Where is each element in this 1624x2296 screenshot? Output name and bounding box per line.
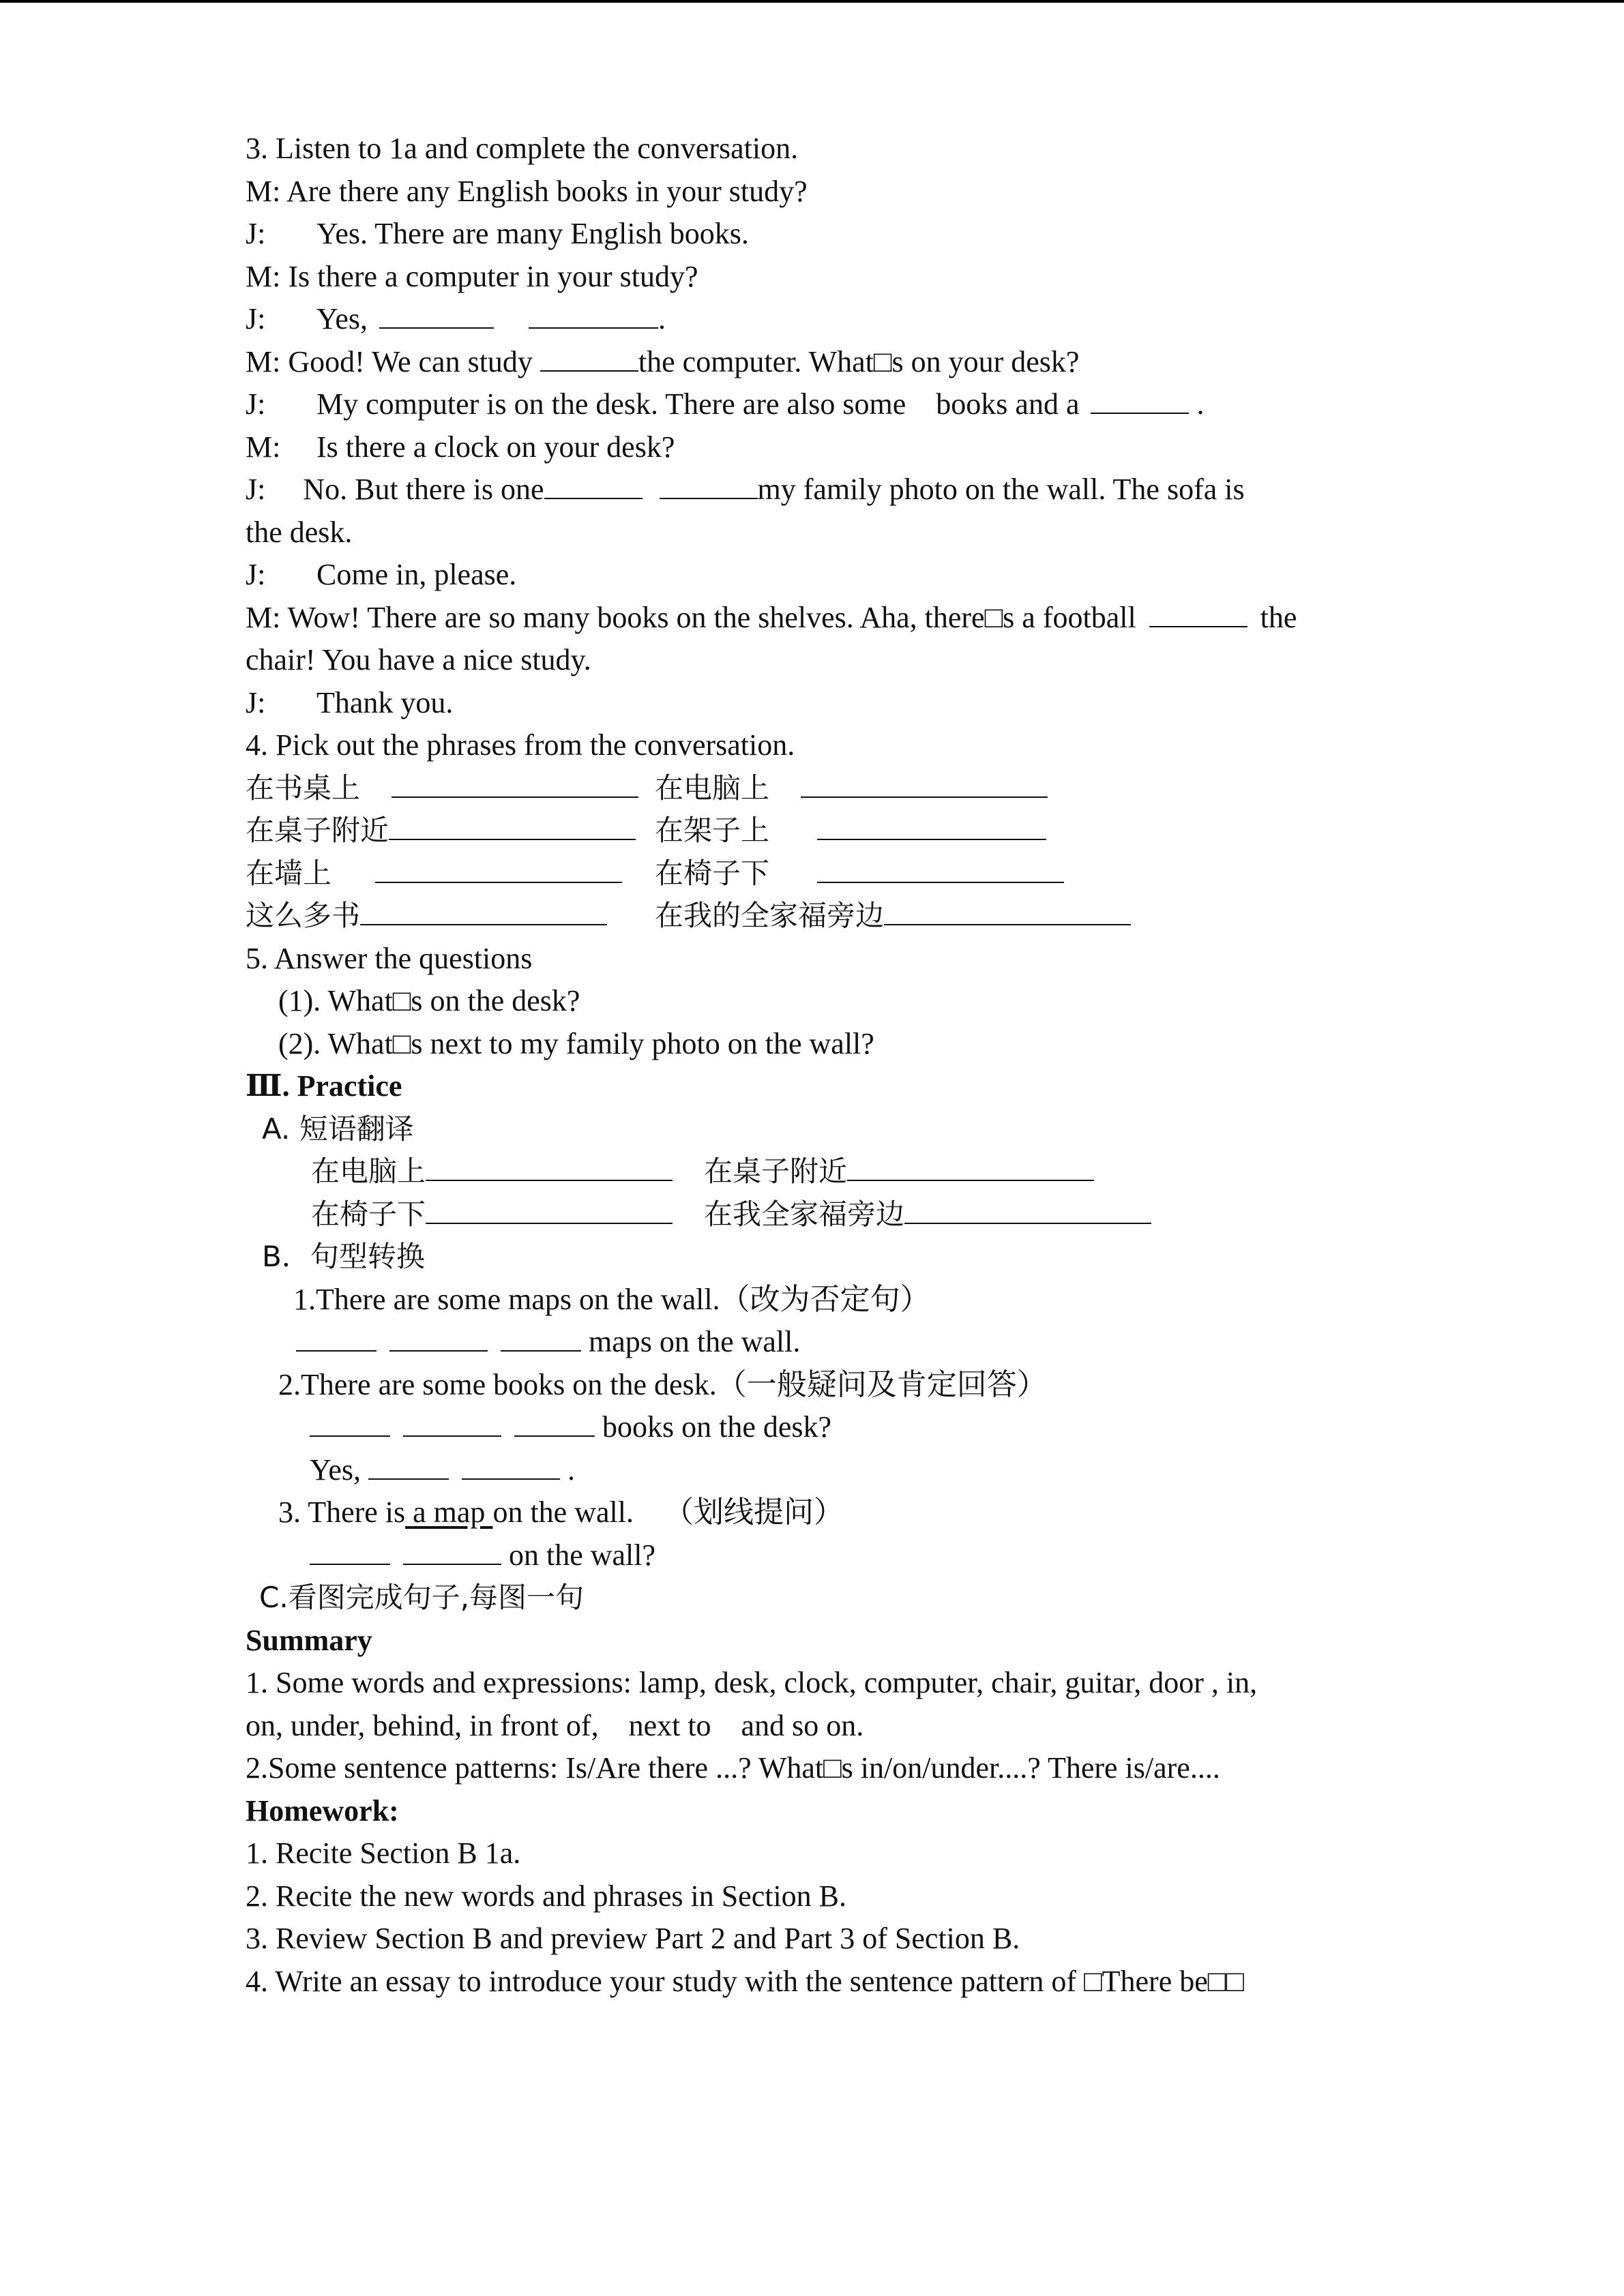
exercise-answer: books on the desk? bbox=[246, 1406, 1379, 1449]
answer-blank[interactable] bbox=[540, 347, 638, 372]
phrase-row: 这么多书 在我的全家福旁边 bbox=[246, 895, 1379, 938]
exercise-answer: Yes, . bbox=[310, 1452, 576, 1487]
dialogue-line: the desk. bbox=[246, 515, 353, 549]
answer-blank[interactable] bbox=[501, 1327, 581, 1352]
answer-blank[interactable] bbox=[403, 1540, 501, 1565]
homework-item: 4. Write an essay to introduce your study with the sentence pattern of □There be□□ bbox=[246, 1964, 1244, 1998]
practice-a-row: 在电脑上 在桌子附近 bbox=[246, 1150, 1379, 1193]
practice-c-title: C.看图完成句子,每图一句 bbox=[259, 1581, 585, 1614]
dialogue-line: M: Good! We can study the computer. What□s on your desk? bbox=[246, 344, 1080, 378]
practice-a-row: 在椅子下 在我全家福旁边 bbox=[246, 1193, 1379, 1236]
dialogue-line: J: Come in, please. bbox=[246, 558, 517, 591]
answer-blank[interactable] bbox=[462, 1455, 560, 1480]
worksheet-page bbox=[246, 128, 1379, 2003]
question: (2). What□s next to my family photo on the wall? bbox=[278, 1026, 874, 1060]
exercise-item: 2.There are some books on the desk.（一般疑问及肯定回答） bbox=[278, 1367, 1047, 1401]
answer-blank[interactable] bbox=[1091, 389, 1189, 414]
answer-blank[interactable] bbox=[817, 859, 1064, 883]
answer-blank[interactable] bbox=[389, 1327, 488, 1352]
answer-blank[interactable] bbox=[379, 304, 494, 329]
answer-blank[interactable] bbox=[1149, 603, 1247, 627]
dialogue-line: J: No. But there is one my family photo on the wall. The sofa is bbox=[246, 473, 1245, 506]
practice-a-title: A. 短语翻译 bbox=[262, 1112, 414, 1146]
answer-blank[interactable] bbox=[360, 901, 607, 925]
dialogue-line: J: Yes, . bbox=[246, 302, 666, 336]
homework-item: 1. Recite Section B 1a. bbox=[246, 1836, 521, 1870]
dialogue-line: J: Thank you. bbox=[246, 685, 454, 719]
summary-line: 2.Some sentence patterns: Is/Are there ...? What□s in/on/under....? There is/are.... bbox=[246, 1751, 1220, 1785]
answer-blank[interactable] bbox=[426, 1199, 673, 1224]
answer-blank[interactable] bbox=[847, 1157, 1094, 1181]
phrase-row: 在桌子附近 在架子上 bbox=[246, 809, 1379, 852]
answer-blank[interactable] bbox=[403, 1412, 501, 1437]
summary-line: 1. Some words and expressions: lamp, desk, clock, computer, chair, guitar, door , in, bbox=[246, 1666, 1258, 1699]
answer-blank[interactable] bbox=[529, 304, 658, 329]
practice-title: Ⅲ. Practice bbox=[246, 1069, 402, 1103]
phrase-row: 在墙上 在椅子下 bbox=[246, 852, 1379, 895]
top-border bbox=[0, 0, 1624, 3]
dialogue-line: M: Wow! There are so many books on the shelves. Aha, there□s a football the bbox=[246, 600, 1297, 634]
answer-blank[interactable] bbox=[904, 1199, 1151, 1224]
homework-title: Homework: bbox=[246, 1793, 399, 1828]
answer-blank[interactable] bbox=[375, 859, 622, 883]
question: (1). What□s on the desk? bbox=[278, 984, 580, 1017]
dialogue-line: J: My computer is on the desk. There are also some books and a . bbox=[246, 387, 1205, 421]
answer-blank[interactable] bbox=[310, 1540, 390, 1565]
dialogue-line: J: Yes. There are many English books. bbox=[246, 217, 749, 250]
summary-title: Summary bbox=[246, 1623, 372, 1657]
answer-blank[interactable] bbox=[368, 1455, 449, 1480]
exercise-item: 1.There are some maps on the wall.（改为否定句） bbox=[293, 1282, 930, 1316]
section3-title: 3. Listen to 1a and complete the conversation. bbox=[246, 132, 799, 165]
dialogue-line: chair! You have a nice study. bbox=[246, 643, 591, 676]
answer-blank[interactable] bbox=[426, 1157, 673, 1181]
exercise-item: 3. There is a map on the wall. （划线提问） bbox=[278, 1495, 844, 1529]
underlined-phrase: a map bbox=[405, 1495, 493, 1529]
exercise-answer: on the wall? bbox=[246, 1534, 1379, 1577]
answer-blank[interactable] bbox=[817, 816, 1046, 840]
dialogue-line: M: Is there a computer in your study? bbox=[246, 259, 698, 293]
exercise-answer: maps on the wall. bbox=[246, 1321, 1379, 1364]
answer-blank[interactable] bbox=[660, 475, 758, 499]
answer-blank[interactable] bbox=[514, 1412, 595, 1437]
answer-blank[interactable] bbox=[392, 773, 638, 798]
dialogue-line: M: Are there any English books in your study? bbox=[246, 174, 808, 208]
homework-item: 2. Recite the new words and phrases in Section B. bbox=[246, 1879, 847, 1913]
practice-b-title: B．句型转换 bbox=[262, 1240, 425, 1273]
summary-line: on, under, behind, in front of, next to and so on. bbox=[246, 1708, 864, 1742]
answer-blank[interactable] bbox=[389, 816, 636, 840]
answer-blank[interactable] bbox=[296, 1327, 377, 1352]
homework-item: 3. Review Section B and preview Part 2 and Part 3 of Section B. bbox=[246, 1922, 1020, 1955]
answer-blank[interactable] bbox=[544, 475, 643, 499]
dialogue-line: M: Is there a clock on your desk? bbox=[246, 430, 675, 464]
section4-title: 4. Pick out the phrases from the conversation. bbox=[246, 728, 795, 762]
answer-blank[interactable] bbox=[884, 901, 1131, 925]
answer-blank[interactable] bbox=[310, 1412, 390, 1437]
section5-title: 5. Answer the questions bbox=[246, 941, 533, 975]
answer-blank[interactable] bbox=[801, 773, 1048, 798]
phrase-row: 在书桌上 在电脑上 bbox=[246, 767, 1379, 810]
